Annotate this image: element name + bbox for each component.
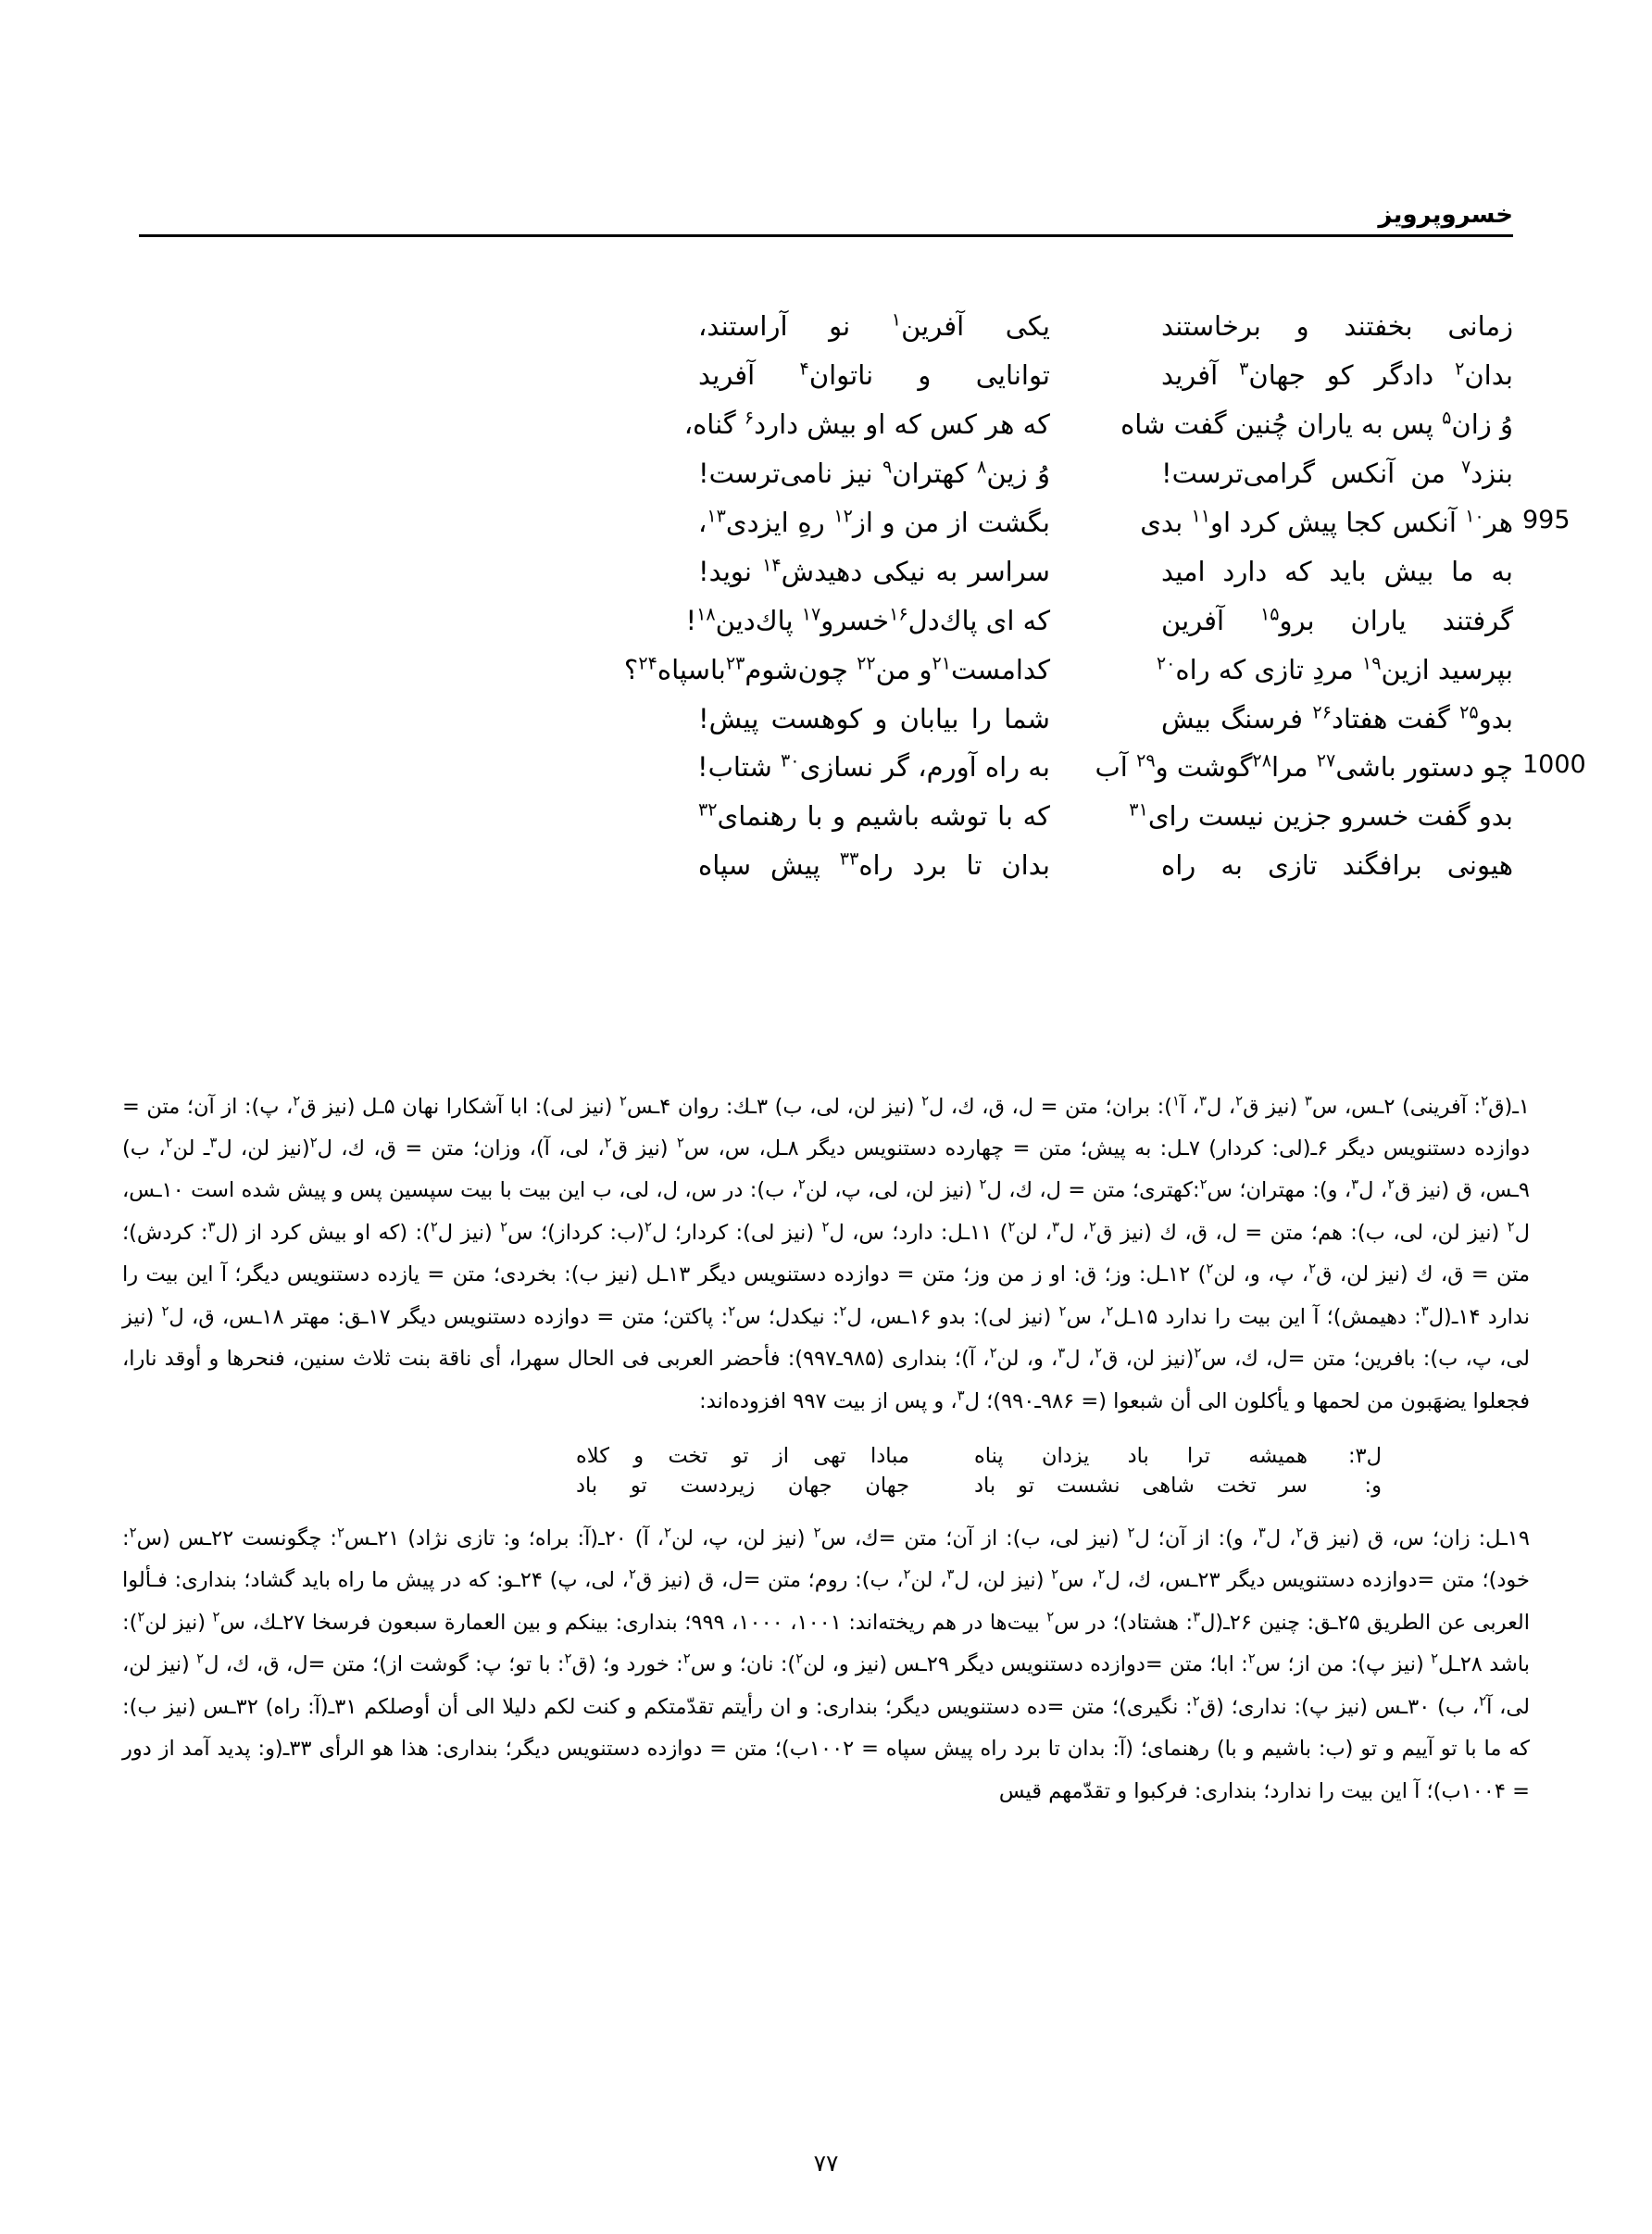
verse-couplet <box>139 600 1513 642</box>
verse-couplet <box>139 453 1513 495</box>
verse-line-number: 1000 <box>1522 750 1586 780</box>
verse-couplet <box>139 845 1513 886</box>
inserted-verse-source-label: ل۳: <box>1347 1443 1382 1468</box>
verse-line-number: 995 <box>1522 505 1571 534</box>
hemistich-left: سراسر به نيكى دهيدش$^{۱۴}$ نويد! <box>698 554 1050 587</box>
hemistich-left: كه هر كس كه او بيش دارد$^۶$ گناه، <box>683 407 1050 440</box>
verse-couplet <box>139 796 1513 837</box>
hemistich-left: توانايى و ناتوان$^۴$ آفريد <box>698 358 1051 391</box>
inserted-hemistich-left: جهان جهان زيردست تو باد <box>576 1473 909 1498</box>
hemistich-left: بدان تا برد راه$^{۳۳}$ پيش سپاه <box>698 847 1051 882</box>
inserted-verse-row <box>122 1474 1530 1498</box>
hemistich-right: زمانى بخفتند و برخاستند <box>1161 310 1513 342</box>
inserted-hemistich-right: همیشه ترا باد یزدان پناه <box>974 1443 1308 1468</box>
hemistich-right: وُ زان$^۵$ پس به ياران چُنين گفت شاه <box>1120 407 1513 440</box>
inserted-hemistich-right: سر تخت شاهى نشست تو باد <box>974 1473 1308 1498</box>
hemistich-left: بگشت از من و از$^{۱۲}$ رهِ ايزدى$^{۱۳}$، <box>698 505 1050 538</box>
verse-couplet <box>139 306 1513 347</box>
verse-couplet <box>139 747 1586 788</box>
hemistich-right: به ما بيش بايد كه دارد اميد <box>1161 555 1513 587</box>
critical-apparatus <box>122 1065 1530 1834</box>
verse-couplet <box>139 404 1513 446</box>
apparatus-part-two: ۱۹ـل: زان؛ س، ق (نيز ق$^۲$، ل$^۳$، و): از آن؛ ل$^۲$ (نيز لى، ب): از آن؛ متن =ك، س$^۲$ (نيز لن، پ، لن$^۲$، آ) ۲۰ـ(آ: براه؛ و: تازى نژاد) ۲۱ـس$^۲$: چگونست ۲۲ـس (س$^۲$: خود)؛ متن =دوازده دستنويس ديگر ۲۳ـس، ك، ل$^۲$، س$^۲$ (نيز لن، ل$^۳$، لن$^۲$، ب): روم؛ متن =ل، ق (نيز ق$^۲$، لى، پ) ۲۴ـو: كه در پيش ما راه بايد گشاد؛ بندارى: فـألوا العربى عن الطريق ۲۵ـق: چنين ۲۶ـ(ل$^۳$: هشتاد)؛ در س$^۲$ بيت‌ها در هم ريخته‌اند: ۱۰۰۱، ۱۰۰۰، ۹۹۹؛ بندارى: بينكم و بين العمارة سبعون فرسخا ۲۷ـك، س$^۲$ (نيز لن$^۲$): باشد ۲۸ـل$^۲$ (نيز پ): من از؛ س$^۲$: ابا؛ متن =دوازده دستنويس ديگر ۲۹ـس (نيز و، لن$^۲$): نان؛ و س$^۲$: خورد و؛ (ق$^۲$: با تو؛ پ: گوشت از)؛ متن =ل، ق، ك، ل$^۲$ (نيز لن، لى، آ$^۲$، ب) ۳۰ـس (نيز پ): ندارى؛ (ق$^۲$: نگيرى)؛ متن =ده دستنويس ديگر؛ بندارى: و ان رأيتم تقدّمتكم و كنت لكم دليلا الى أن أوصلكم ۳۱ـ(آ: راه) ۳۲ـس (نيز ب): كه ما با تو آييم و تو (ب: باشيم و با) رهنماى؛ (آ: بدان تا برد راه پيش سپاه = ۱۰۰۲ب)؛ متن = دوازده دستنويس ديگر؛ بندارى: هذا هو الرأى ۳۳ـ(و: پديد آمد از دور = ۱۰۰۴ب)؛ آ اين بيت را ندارد؛ بندارى: فركبوا و تقدّمهم قيس <box>122 1524 1531 1803</box>
hemistich-left: به راه آورم، گر نسازى$^{۳۰}$ شتاب! <box>697 749 1050 784</box>
inserted-verse-source-label: و: <box>1364 1473 1382 1498</box>
verse-couplet <box>139 649 1513 691</box>
apparatus-part-one: ۱ـ(ق$^۲$: آفرينى) ۲ـس، س$^۳$ (نيز ق$^۲$، ل$^۳$، آ$^۱$): بران؛ متن = ل، ق، ك، ل$^۲$ (نيز لن، لى، ب) ۳ـك: روان ۴ـس$^۲$ (نيز لى): ابا آشكارا نهان ۵ـل (نيز ق$^۲$، پ): از آن؛ متن = دوازده دستنويس ديگر ۶ـ(لى: كردار) ۷ـل: به پيش؛ متن = چهارده دستنويس ديگر ۸ـل، س، س$^۲$ (نيز ق$^۲$، لى، آ)، وزان؛ متن = ق، ك، ل$^۲$(نيز لن، ل$^۳$ـ لن$^۲$، ب) ۹ـس، ق (نيز ق$^۲$، ل$^۳$، و): مهتران؛ س$^۲$:كهترى؛ متن = ل، ك، ل$^۲$ (نيز لن، لى، پ، لن$^۲$، ب): در س، ل، لى، ب اين بيت با بيت سپسين پس و پيش شده است ۱۰ـس، ل$^۲$ (نيز لن، لى، ب): هم؛ متن = ل، ق، ك (نيز ق$^۲$، ل$^۳$، لن$^۲$) ۱۱ـل: دارد؛ س، ل$^۲$ (نيز لى): كردار؛ ل$^۲$(ب: كرداز)؛ س$^۲$ (نيز ل$^۲$): (كه او بيش كرد از (ل$^۳$: كردش)؛ متن = ق، ك (نيز لن، ق$^۲$، پ، و، لن$^۲$) ۱۲ـل: وز؛ ق: او ز من وز؛ متن = دوازده دستنويس ديگر ۱۳ـل (نيز ب): بخردى؛ متن = يازده دستنويس ديگر؛ آ اين بيت را ندارد ۱۴ـ(ل$^۳$: دهيمش)؛ آ اين بيت را ندارد ۱۵ـل$^۲$، س$^۲$ (نيز لى): بدو ۱۶ـس، ل$^۲$: نيكدل؛ س$^۲$: پاكتن؛ متن = دوازده دستنويس ديگر ۱۷ـق: مهتر ۱۸ـس، ق، ل$^۲$ (نيز لى، پ، ب): بافرين؛ متن =ل، ك، س$^۲$(نيز لن، ق$^۲$، ل$^۳$، و، لن$^۲$، آ)؛ بندارى (۹۸۵ـ۹۹۷): فأحضر العربى فى الحال سهرا، أى ناقة بنت ثلاث سنين، فنحرها و أوقد نارا، فجعلوا يضهَبون من لحمها و يأكلون الى أن شبعوا (= ۹۸۶ـ۹۹۰)؛ ل$^۳$، و پس از بيت ۹۹۷ افزوده‌اند: <box>122 1092 1531 1413</box>
running-head-rule <box>139 234 1513 237</box>
hemistich-right: بدو$^{۲۵}$ گفت هفتاد$^{۲۶}$ فرسنگ بيش <box>1161 700 1513 734</box>
hemistich-left: يكى آفرين$^۱$ نو آراستند، <box>698 308 1050 342</box>
running-head <box>139 202 1513 237</box>
hemistich-left: كدامست$^{۲۱}$و من$^{۲۲}$ چون‌شوم$^{۲۳}$باسپاه$^{۲۴}$؟ <box>623 651 1050 685</box>
verse-couplet <box>139 551 1513 593</box>
hemistich-right: گرفتند ياران برو$^{۱۵}$ آفرين <box>1161 602 1513 636</box>
inserted-verses-block <box>122 1444 1530 1498</box>
verse-block <box>139 306 1586 894</box>
hemistich-left: كه با توشه باشيم و با رهنماى$^{۳۲}$ <box>698 798 1050 833</box>
hemistich-right: هر$^{۱۰}$ آنكس كجا پيش كرد او$^{۱۱}$ بدى <box>1140 505 1513 538</box>
running-head-title: خسروپرويز <box>1378 201 1513 229</box>
hemistich-right: چو دستور باشى$^{۲۷}$ مرا$^{۲۸}$گوشت و$^{۲۹}$ آب <box>1095 749 1513 784</box>
inserted-verse-row <box>122 1444 1530 1468</box>
verse-couplet <box>139 698 1513 740</box>
inserted-hemistich-left: مبادا تهى از تو تخت و کلاه <box>576 1443 909 1468</box>
hemistich-right: هيونى برافگند تازى به راه <box>1161 849 1513 882</box>
verse-couplet <box>139 502 1571 544</box>
hemistich-right: بدان$^۲$ دادگر كو جهان$^۳$ آفريد <box>1161 358 1514 391</box>
hemistich-left: كه اى پاك‌دل$^{۱۶}$خسرو$^{۱۷}$ پاك‌دين$^{۱۸}$! <box>685 602 1050 636</box>
hemistich-right: بنزد$^۷$ من آنكس گرامى‌ترست! <box>1161 456 1513 489</box>
hemistich-left: وُ زين$^۸$ كهتران$^۹$ نيز نامى‌ترست! <box>698 456 1051 489</box>
hemistich-right: بدو گفت خسرو جزين نيست راى$^{۳۱}$ <box>1129 798 1513 833</box>
hemistich-right: بپرسيد ازين$^{۱۹}$ مردِ تازى كه راه$^{۲۰}$ <box>1156 651 1513 685</box>
verse-couplet <box>139 355 1513 396</box>
hemistich-left: شما را بيابان و كوهست پيش! <box>698 702 1050 734</box>
folio-number: ۷۷ <box>813 2150 839 2177</box>
